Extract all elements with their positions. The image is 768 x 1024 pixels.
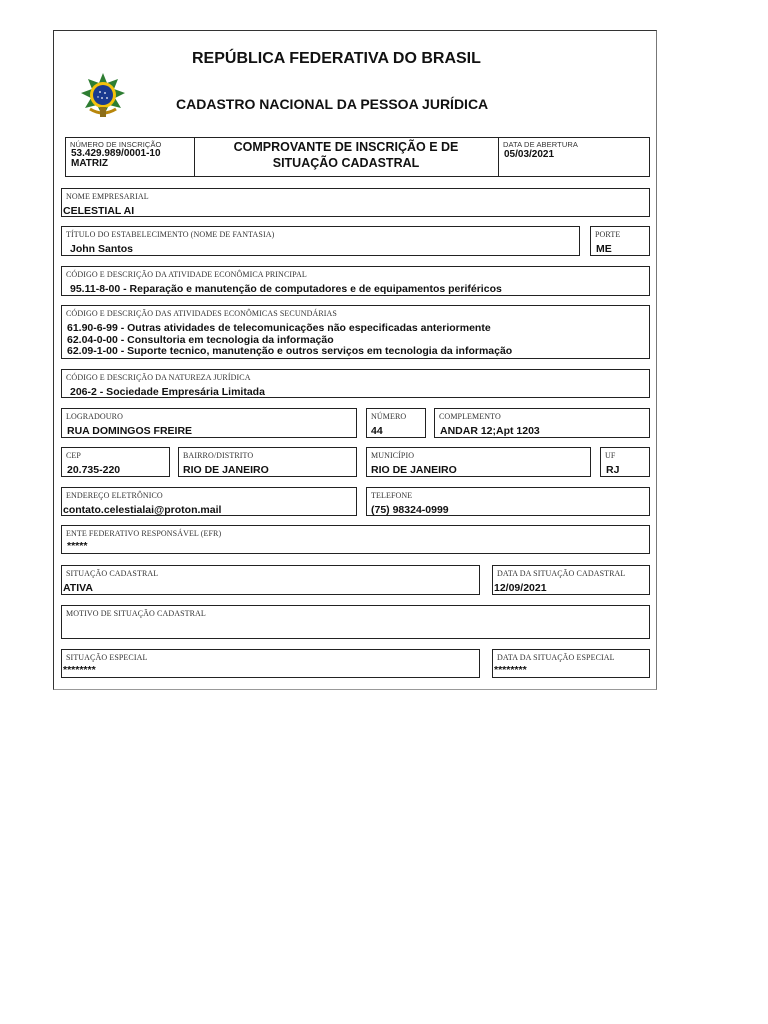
secondary-activity-3: 62.09-1-00 - Suporte tecnico, manutenção e outros serviços em tecnologia da informação xyxy=(67,345,513,357)
special-status-date-value: ******** xyxy=(494,664,527,676)
status-reason-field xyxy=(61,605,650,639)
complement-field xyxy=(434,408,650,438)
secondary-activities-field xyxy=(61,305,650,359)
complement-label: COMPLEMENTO xyxy=(439,412,501,421)
secondary-activity-1: 61.90-6-99 - Outras atividades de telecomunicações não especificadas anteriormente xyxy=(67,322,491,334)
special-status-date-field xyxy=(492,649,650,678)
special-status-label: SITUAÇÃO ESPECIAL xyxy=(66,653,148,662)
company-name-label: NOME EMPRESARIAL xyxy=(66,192,149,201)
uf-label: UF xyxy=(605,451,616,460)
efr-field xyxy=(61,525,650,554)
document-title-cell xyxy=(194,138,499,176)
size-label: PORTE xyxy=(595,230,621,239)
document-title-line1: COMPROVANTE DE INSCRIÇÃO E DE xyxy=(233,140,459,154)
uf-field xyxy=(600,447,650,477)
status-reason-label: MOTIVO DE SITUAÇÃO CADASTRAL xyxy=(66,609,206,618)
phone-value: (75) 98324-0999 xyxy=(371,504,449,516)
efr-value: ***** xyxy=(67,540,88,552)
registration-number: 53.429.989/0001-10 xyxy=(71,148,161,159)
special-status-field xyxy=(61,649,480,678)
legal-nature-label: CÓDIGO E DESCRIÇÃO DA NATUREZA JURÍDICA xyxy=(66,373,251,382)
status-label: SITUAÇÃO CADASTRAL xyxy=(66,569,159,578)
company-name-field xyxy=(61,188,650,217)
efr-label: ENTE FEDERATIVO RESPONSÁVEL (EFR) xyxy=(66,529,222,538)
email-field xyxy=(61,487,357,516)
cnpj-document xyxy=(53,30,657,690)
trade-name-value: John Santos xyxy=(70,243,134,255)
status-date-label: DATA DA SITUAÇÃO CADASTRAL xyxy=(497,569,626,578)
number-label: NÚMERO xyxy=(371,412,407,421)
main-activity-label: CÓDIGO E DESCRIÇÃO DA ATIVIDADE ECONÔMICA PRINCIPAL xyxy=(66,270,307,279)
email-label: ENDEREÇO ELETRÔNICO xyxy=(66,491,163,500)
status-value: ATIVA xyxy=(63,582,93,594)
phone-label: TELEFONE xyxy=(371,491,413,500)
opening-date-label: DATA DE ABERTURA xyxy=(503,140,578,149)
street-field xyxy=(61,408,357,438)
status-date-value: 12/09/2021 xyxy=(494,582,547,594)
main-activity-field xyxy=(61,266,650,296)
number-field xyxy=(366,408,426,438)
top-row xyxy=(65,137,650,177)
phone-field xyxy=(366,487,650,516)
trade-name-label: TÍTULO DO ESTABELECIMENTO (NOME DE FANTASIA) xyxy=(66,230,275,239)
special-status-value: ******** xyxy=(63,664,96,676)
street-label: LOGRADOURO xyxy=(66,412,123,421)
opening-date-cell xyxy=(499,138,649,176)
district-label: BAIRRO/DISTRITO xyxy=(183,451,254,460)
city-field xyxy=(366,447,591,477)
header-subtitle: CADASTRO NACIONAL DA PESSOA JURÍDICA xyxy=(176,96,489,112)
street-value: RUA DOMINGOS FREIRE xyxy=(67,425,193,437)
city-value: RIO DE JANEIRO xyxy=(371,464,457,476)
district-value: RIO DE JANEIRO xyxy=(183,464,269,476)
secondary-activity-2: 62.04-0-00 - Consultoria em tecnologia da informação xyxy=(67,334,334,346)
legal-nature-field xyxy=(61,369,650,398)
company-name-value: CELESTIAL AI xyxy=(63,205,135,217)
size-field xyxy=(590,226,650,256)
document-title-line2: SITUAÇÃO CADASTRAL xyxy=(272,156,420,170)
city-label: MUNICÍPIO xyxy=(371,451,415,460)
registration-cell xyxy=(66,138,195,176)
header-title: REPÚBLICA FEDERATIVA DO BRASIL xyxy=(192,50,481,67)
registration-type: MATRIZ xyxy=(71,158,109,169)
secondary-activities-label: CÓDIGO E DESCRIÇÃO DAS ATIVIDADES ECONÔMICAS SECUNDÁRIAS xyxy=(66,309,337,318)
registration-label: NÚMERO DE INSCRIÇÃO xyxy=(70,140,162,149)
email-value: contato.celestialai@proton.mail xyxy=(63,504,222,516)
special-status-date-label: DATA DA SITUAÇÃO ESPECIAL xyxy=(497,653,615,662)
cep-field xyxy=(61,447,170,477)
status-date-field xyxy=(492,565,650,595)
brazil-coat-of-arms-icon xyxy=(78,71,128,121)
number-value: 44 xyxy=(371,425,383,437)
size-value: ME xyxy=(596,243,612,255)
cep-value: 20.735-220 xyxy=(67,464,121,476)
main-activity-value: 95.11-8-00 - Reparação e manutenção de computadores e de equipamentos periféricos xyxy=(70,283,502,295)
status-field xyxy=(61,565,480,595)
district-field xyxy=(178,447,357,477)
legal-nature-value: 206-2 - Sociedade Empresária Limitada xyxy=(70,386,265,398)
cep-label: CEP xyxy=(66,451,81,460)
uf-value: RJ xyxy=(606,464,620,476)
complement-value: ANDAR 12;Apt 1203 xyxy=(440,425,540,437)
trade-name-field xyxy=(61,226,580,256)
opening-date-value: 05/03/2021 xyxy=(504,149,555,160)
